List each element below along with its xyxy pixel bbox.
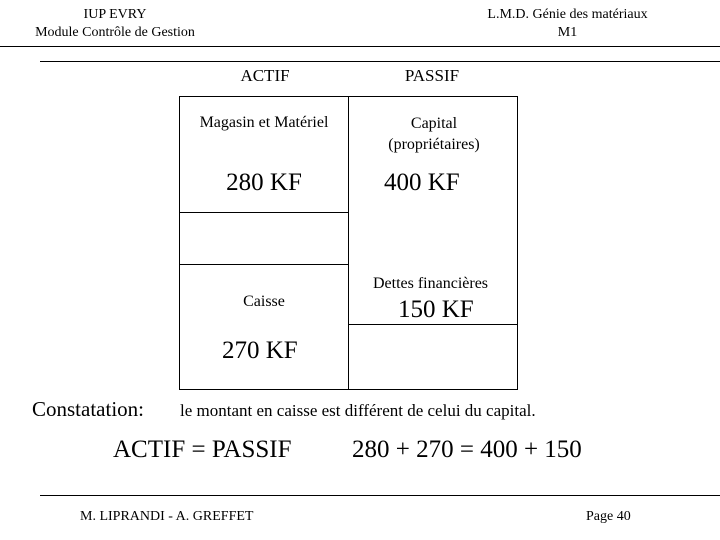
- actif-title: ACTIF: [240, 66, 290, 85]
- passif-separator: [348, 324, 518, 325]
- capital-label: [350, 113, 518, 155]
- module-name: Module Contrôle de Gestion: [35, 25, 195, 40]
- passif-title: PASSIF: [404, 66, 460, 85]
- header-rule-bottom: [40, 61, 720, 62]
- header-rule-top: [0, 46, 720, 47]
- balance-divider: [348, 96, 349, 390]
- magasin-value: 280 KF: [226, 169, 302, 196]
- equation-right: 280 + 270 = 400 + 150: [352, 436, 582, 463]
- constatation-heading: Constatation:: [32, 397, 144, 421]
- school-name: IUP EVRY: [83, 7, 147, 22]
- program-name: L.M.D. Génie des matériaux: [487, 7, 648, 22]
- magasin-label: Magasin et Matériel: [199, 114, 329, 131]
- capital-value: 400 KF: [384, 169, 460, 196]
- caisse-label: Caisse: [243, 293, 285, 310]
- capital-label-line2: (propriétaires): [388, 136, 480, 153]
- footer-authors: M. LIPRANDI - A. GREFFET: [80, 509, 254, 524]
- header-left: [20, 6, 210, 42]
- capital-label-line1: Capital: [410, 115, 458, 132]
- dettes-label: Dettes financières: [372, 275, 489, 292]
- caisse-value: 270 KF: [222, 337, 298, 364]
- constatation-text: le montant en caisse est différent de celui du capital.: [180, 401, 536, 420]
- page-number: Page 40: [586, 509, 631, 524]
- actif-separator-1: [179, 212, 349, 213]
- header-right: [465, 6, 670, 42]
- level-name: M1: [557, 25, 578, 40]
- dettes-value: 150 KF: [398, 296, 474, 323]
- footer-rule: [40, 495, 720, 496]
- equation-left: ACTIF = PASSIF: [113, 436, 292, 463]
- actif-separator-2: [179, 264, 349, 265]
